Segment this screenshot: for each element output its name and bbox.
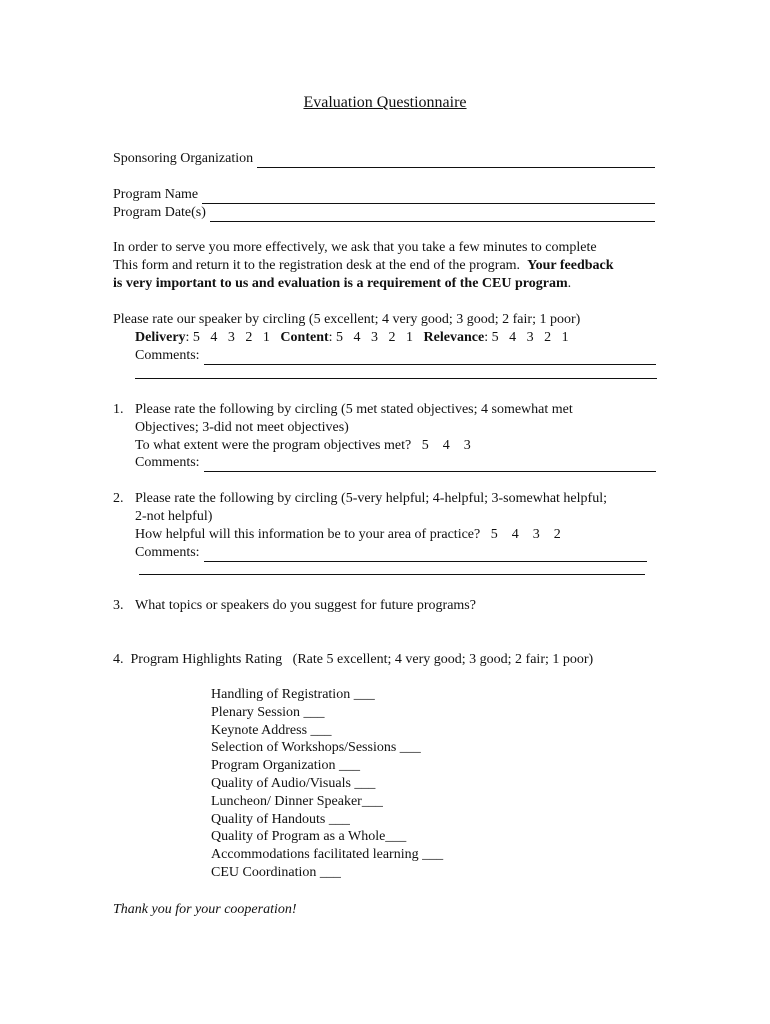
question-2-line-2: 2-not helpful) — [135, 509, 213, 524]
program-dates-line[interactable] — [210, 208, 655, 222]
intro-line-1: In order to serve you more effectively, we ask that you take a few minutes to complete — [113, 240, 597, 255]
speaker-rating-scales — [135, 329, 569, 347]
delivery-label: Delivery — [135, 330, 186, 345]
question-2-comments-label: Comments: — [135, 545, 200, 560]
page-title: Evaluation Questionnaire — [303, 94, 467, 111]
relevance-label: Relevance — [423, 330, 485, 345]
highlight-item[interactable]: Luncheon/ Dinner Speaker___ — [211, 793, 383, 809]
program-name-label: Program Name — [113, 187, 199, 202]
question-4-heading: 4. Program Highlights Rating (Rate 5 excellent; 4 very good; 3 good; 2 fair; 1 poor) — [113, 652, 594, 667]
sponsoring-organization-line[interactable] — [257, 154, 655, 168]
program-name-field[interactable] — [113, 186, 655, 204]
speaker-comments-line-2[interactable] — [135, 378, 657, 379]
content-scale[interactable]: : 5 4 3 2 1 — [328, 330, 414, 345]
highlight-item[interactable]: Program Organization ___ — [211, 758, 361, 774]
question-1-comments-label: Comments: — [135, 455, 200, 470]
highlight-item[interactable]: Selection of Workshops/Sessions ___ — [211, 740, 421, 756]
highlight-item[interactable]: Quality of Audio/Visuals ___ — [211, 775, 376, 791]
highlight-item[interactable]: Keynote Address ___ — [211, 722, 332, 738]
question-1-line-1: Please rate the following by circling (5 met stated objectives; 4 somewhat met — [135, 402, 573, 417]
question-3-text: What topics or speakers do you suggest for future programs? — [135, 598, 476, 613]
highlight-item[interactable]: Plenary Session ___ — [211, 704, 325, 720]
content-label: Content — [280, 330, 329, 345]
intro-period: . — [567, 276, 572, 291]
question-1-scale[interactable]: To what extent were the program objectives met? 5 4 3 — [135, 438, 471, 453]
question-2-scale[interactable]: How helpful will this information be to your area of practice? 5 4 3 2 — [135, 527, 561, 542]
speaker-comments-line[interactable] — [204, 351, 656, 365]
question-2 — [113, 490, 607, 508]
question-1-comments-line[interactable] — [204, 458, 656, 472]
closing-thanks: Thank you for your cooperation! — [113, 902, 297, 917]
highlight-item[interactable]: Handling of Registration ___ — [211, 687, 375, 702]
speaker-comments-field[interactable] — [135, 347, 656, 365]
program-dates-field[interactable] — [113, 204, 655, 222]
question-2-comments-line-2[interactable] — [139, 574, 645, 575]
program-dates-label: Program Date(s) — [113, 205, 206, 220]
intro-line-2-text: This form and return it to the registration desk at the end of the program. — [113, 258, 521, 273]
delivery-scale[interactable]: : 5 4 3 2 1 — [185, 330, 270, 345]
intro-feedback-emphasis: Your feedback — [527, 258, 614, 273]
question-2-line-1: Please rate the following by circling (5-very helpful; 4-helpful; 3-somewhat helpful; — [135, 491, 607, 506]
intro-line-3 — [113, 275, 571, 293]
question-2-number: 2. — [113, 491, 124, 506]
highlight-item[interactable]: Accommodations facilitated learning ___ — [211, 847, 444, 863]
question-1-line-2: Objectives; 3-did not meet objectives) — [135, 420, 349, 435]
speaker-rating-prompt: Please rate our speaker by circling (5 excellent; 4 very good; 3 good; 2 fair; 1 poor) — [113, 312, 581, 327]
sponsoring-organization-label: Sponsoring Organization — [113, 151, 254, 166]
relevance-scale[interactable]: : 5 4 3 2 1 — [484, 330, 569, 345]
highlights-list — [211, 686, 443, 882]
question-3 — [113, 597, 476, 615]
highlight-item[interactable]: Quality of Handouts ___ — [211, 811, 350, 827]
speaker-comments-label: Comments: — [135, 348, 200, 363]
intro-line-2 — [113, 257, 614, 275]
highlight-item[interactable]: CEU Coordination ___ — [211, 864, 341, 880]
question-2-comments-field[interactable] — [135, 544, 647, 562]
question-1 — [113, 401, 573, 419]
question-3-number: 3. — [113, 598, 124, 613]
sponsoring-organization-field[interactable] — [113, 150, 655, 168]
question-1-comments-field[interactable] — [135, 454, 656, 472]
intro-requirement-emphasis: is very important to us and evaluation is a requirement of the CEU program — [113, 276, 568, 291]
question-2-comments-line[interactable] — [204, 548, 647, 562]
highlight-item[interactable]: Quality of Program as a Whole___ — [211, 829, 407, 845]
program-name-line[interactable] — [202, 190, 655, 204]
question-1-number: 1. — [113, 402, 124, 417]
